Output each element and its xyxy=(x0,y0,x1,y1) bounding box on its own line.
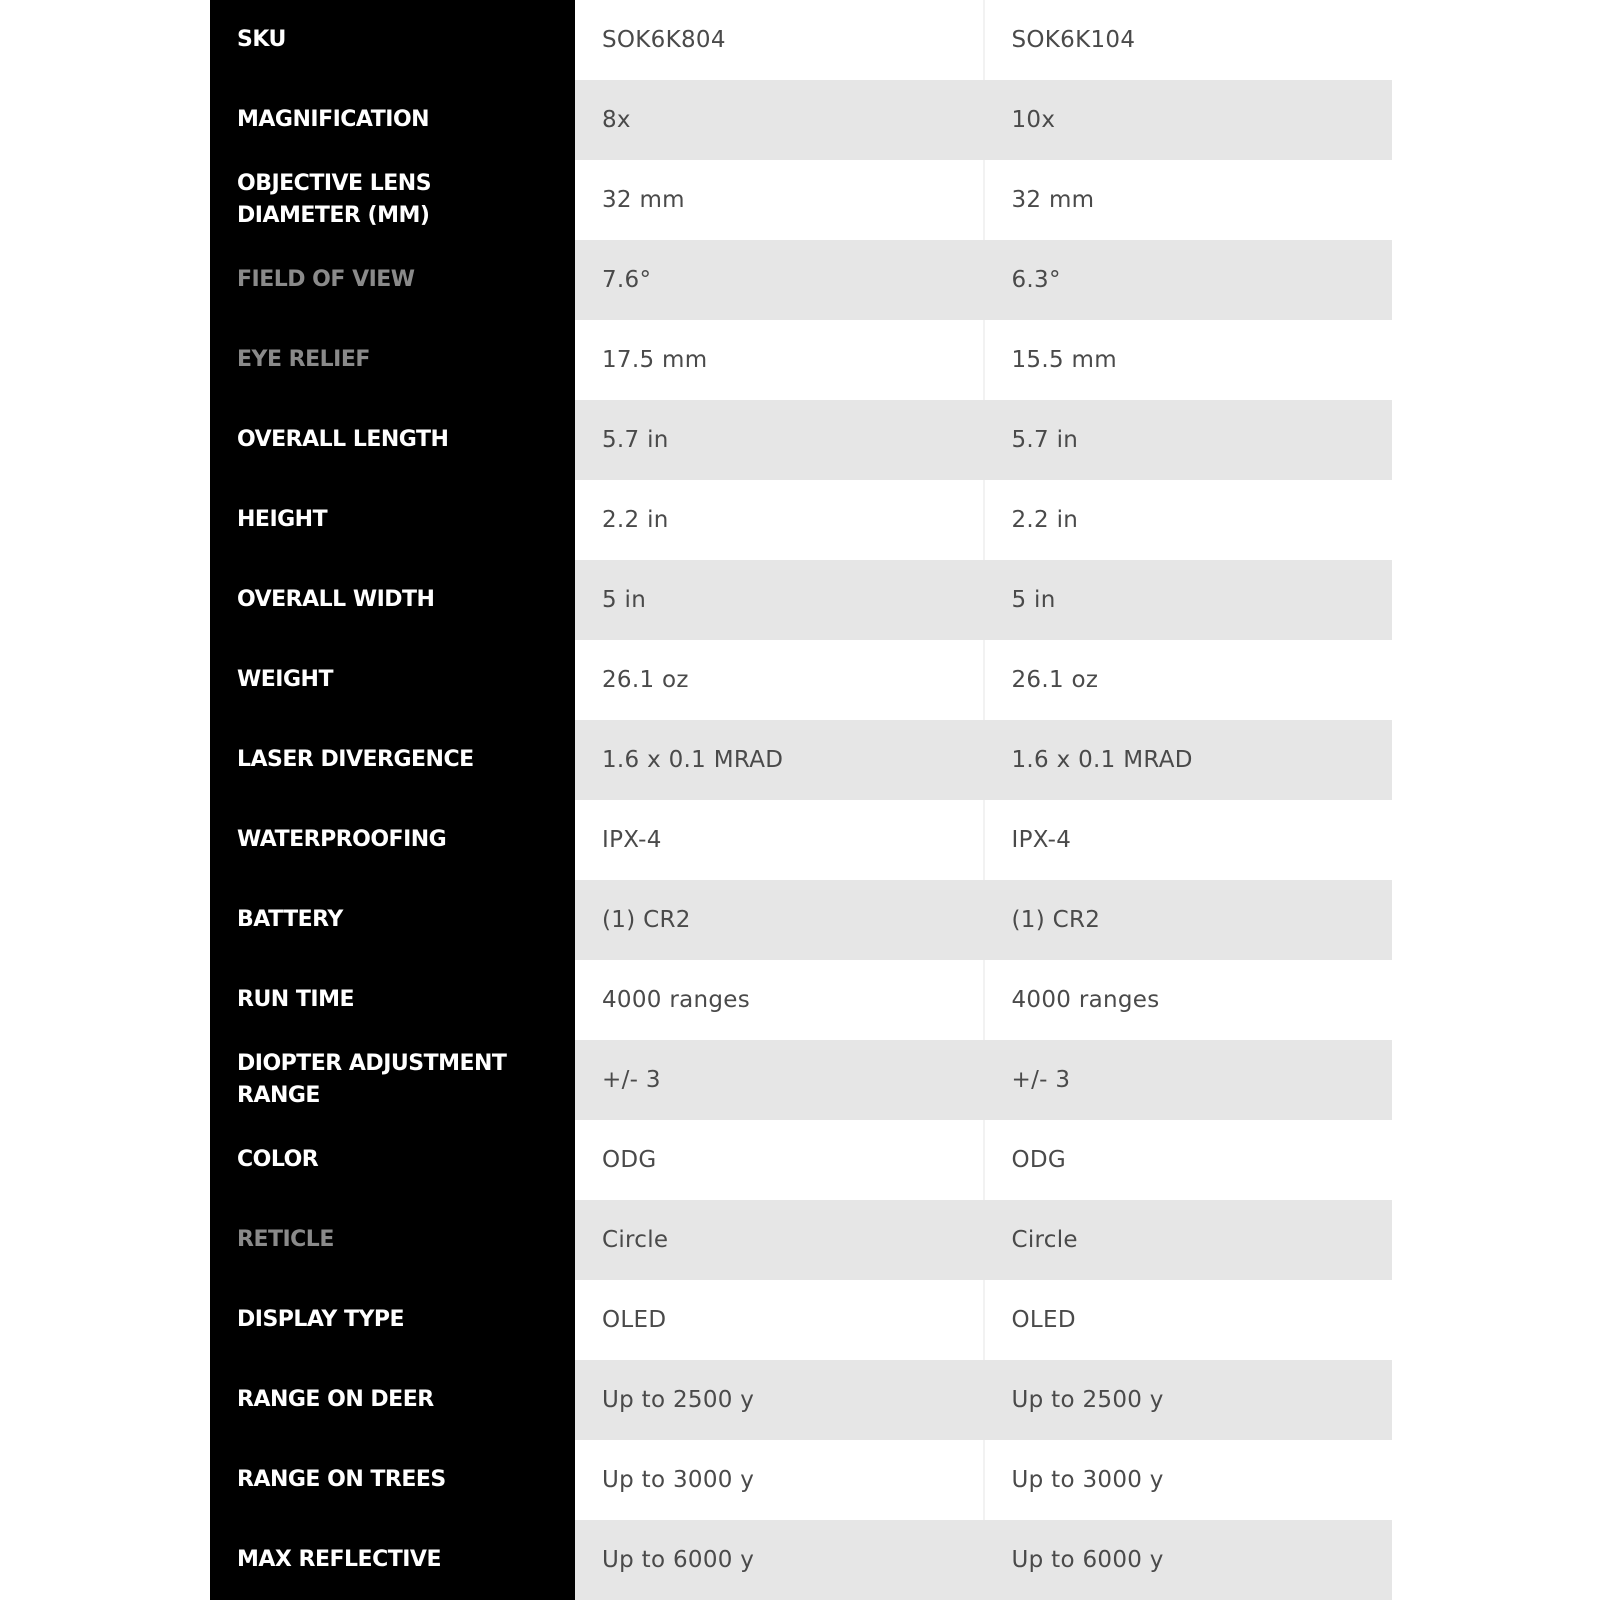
spec-label: RETICLE xyxy=(210,1200,575,1280)
spec-row xyxy=(210,880,1392,960)
spec-value-sok6k104: 32 mm xyxy=(983,160,1393,240)
spec-label: WATERPROOFING xyxy=(210,800,575,880)
spec-value-sok6k104: 10x xyxy=(983,80,1393,160)
spec-row xyxy=(210,1360,1392,1440)
spec-value-sok6k104: 2.2 in xyxy=(983,480,1393,560)
spec-value-sok6k104: 15.5 mm xyxy=(983,320,1393,400)
spec-value-sok6k804: 2.2 in xyxy=(575,480,983,560)
spec-label: FIELD OF VIEW xyxy=(210,240,575,320)
spec-value-sok6k104: ODG xyxy=(983,1120,1393,1200)
spec-label: SKU xyxy=(210,0,575,80)
spec-value-sok6k804: 4000 ranges xyxy=(575,960,983,1040)
spec-row xyxy=(210,320,1392,400)
spec-row xyxy=(210,240,1392,320)
spec-row xyxy=(210,80,1392,160)
spec-label: OVERALL LENGTH xyxy=(210,400,575,480)
spec-row xyxy=(210,560,1392,640)
spec-label: BATTERY xyxy=(210,880,575,960)
spec-value-sok6k104: Up to 6000 y xyxy=(983,1520,1393,1600)
spec-value-sok6k804: ODG xyxy=(575,1120,983,1200)
spec-row xyxy=(210,1440,1392,1520)
spec-label: LASER DIVERGENCE xyxy=(210,720,575,800)
spec-value-sok6k104: 5 in xyxy=(983,560,1393,640)
spec-table xyxy=(210,0,1392,1600)
spec-value-sok6k804: 5 in xyxy=(575,560,983,640)
spec-value-sok6k804: Circle xyxy=(575,1200,983,1280)
spec-label: RUN TIME xyxy=(210,960,575,1040)
spec-value-sok6k104: OLED xyxy=(983,1280,1393,1360)
spec-row xyxy=(210,1120,1392,1200)
spec-label: DISPLAY TYPE xyxy=(210,1280,575,1360)
spec-value-sok6k804: IPX-4 xyxy=(575,800,983,880)
spec-row xyxy=(210,800,1392,880)
spec-value-sok6k804: OLED xyxy=(575,1280,983,1360)
spec-value-sok6k804: SOK6K804 xyxy=(575,0,983,80)
spec-row xyxy=(210,1040,1392,1120)
spec-label: OVERALL WIDTH xyxy=(210,560,575,640)
spec-row xyxy=(210,160,1392,240)
spec-label: DIOPTER ADJUSTMENT RANGE xyxy=(210,1040,575,1120)
spec-value-sok6k804: 5.7 in xyxy=(575,400,983,480)
spec-value-sok6k104: Up to 3000 y xyxy=(983,1440,1393,1520)
spec-value-sok6k804: +/- 3 xyxy=(575,1040,983,1120)
spec-value-sok6k804: 8x xyxy=(575,80,983,160)
spec-value-sok6k804: 1.6 x 0.1 MRAD xyxy=(575,720,983,800)
spec-label: RANGE ON TREES xyxy=(210,1440,575,1520)
spec-value-sok6k804: 17.5 mm xyxy=(575,320,983,400)
spec-label: WEIGHT xyxy=(210,640,575,720)
spec-value-sok6k104: 4000 ranges xyxy=(983,960,1393,1040)
spec-value-sok6k804: Up to 2500 y xyxy=(575,1360,983,1440)
spec-label: COLOR xyxy=(210,1120,575,1200)
spec-value-sok6k104: 6.3° xyxy=(983,240,1393,320)
spec-row xyxy=(210,0,1392,80)
spec-row xyxy=(210,480,1392,560)
spec-value-sok6k104: 5.7 in xyxy=(983,400,1393,480)
spec-label: EYE RELIEF xyxy=(210,320,575,400)
spec-value-sok6k104: Up to 2500 y xyxy=(983,1360,1393,1440)
spec-row xyxy=(210,1520,1392,1600)
spec-value-sok6k104: IPX-4 xyxy=(983,800,1393,880)
spec-row xyxy=(210,400,1392,480)
spec-value-sok6k104: SOK6K104 xyxy=(983,0,1393,80)
spec-value-sok6k804: Up to 3000 y xyxy=(575,1440,983,1520)
spec-label: HEIGHT xyxy=(210,480,575,560)
spec-value-sok6k104: +/- 3 xyxy=(983,1040,1393,1120)
spec-value-sok6k804: 32 mm xyxy=(575,160,983,240)
spec-value-sok6k104: 26.1 oz xyxy=(983,640,1393,720)
spec-value-sok6k804: 7.6° xyxy=(575,240,983,320)
spec-label: RANGE ON DEER xyxy=(210,1360,575,1440)
spec-value-sok6k104: 1.6 x 0.1 MRAD xyxy=(983,720,1393,800)
spec-row xyxy=(210,1280,1392,1360)
spec-row xyxy=(210,960,1392,1040)
spec-row xyxy=(210,640,1392,720)
spec-value-sok6k804: Up to 6000 y xyxy=(575,1520,983,1600)
spec-label: MAX REFLECTIVE xyxy=(210,1520,575,1600)
spec-label: MAGNIFICATION xyxy=(210,80,575,160)
spec-value-sok6k804: 26.1 oz xyxy=(575,640,983,720)
spec-row xyxy=(210,1200,1392,1280)
spec-value-sok6k804: (1) CR2 xyxy=(575,880,983,960)
spec-row xyxy=(210,720,1392,800)
spec-value-sok6k104: Circle xyxy=(983,1200,1393,1280)
spec-label: OBJECTIVE LENS DIAMETER (MM) xyxy=(210,160,575,240)
spec-value-sok6k104: (1) CR2 xyxy=(983,880,1393,960)
